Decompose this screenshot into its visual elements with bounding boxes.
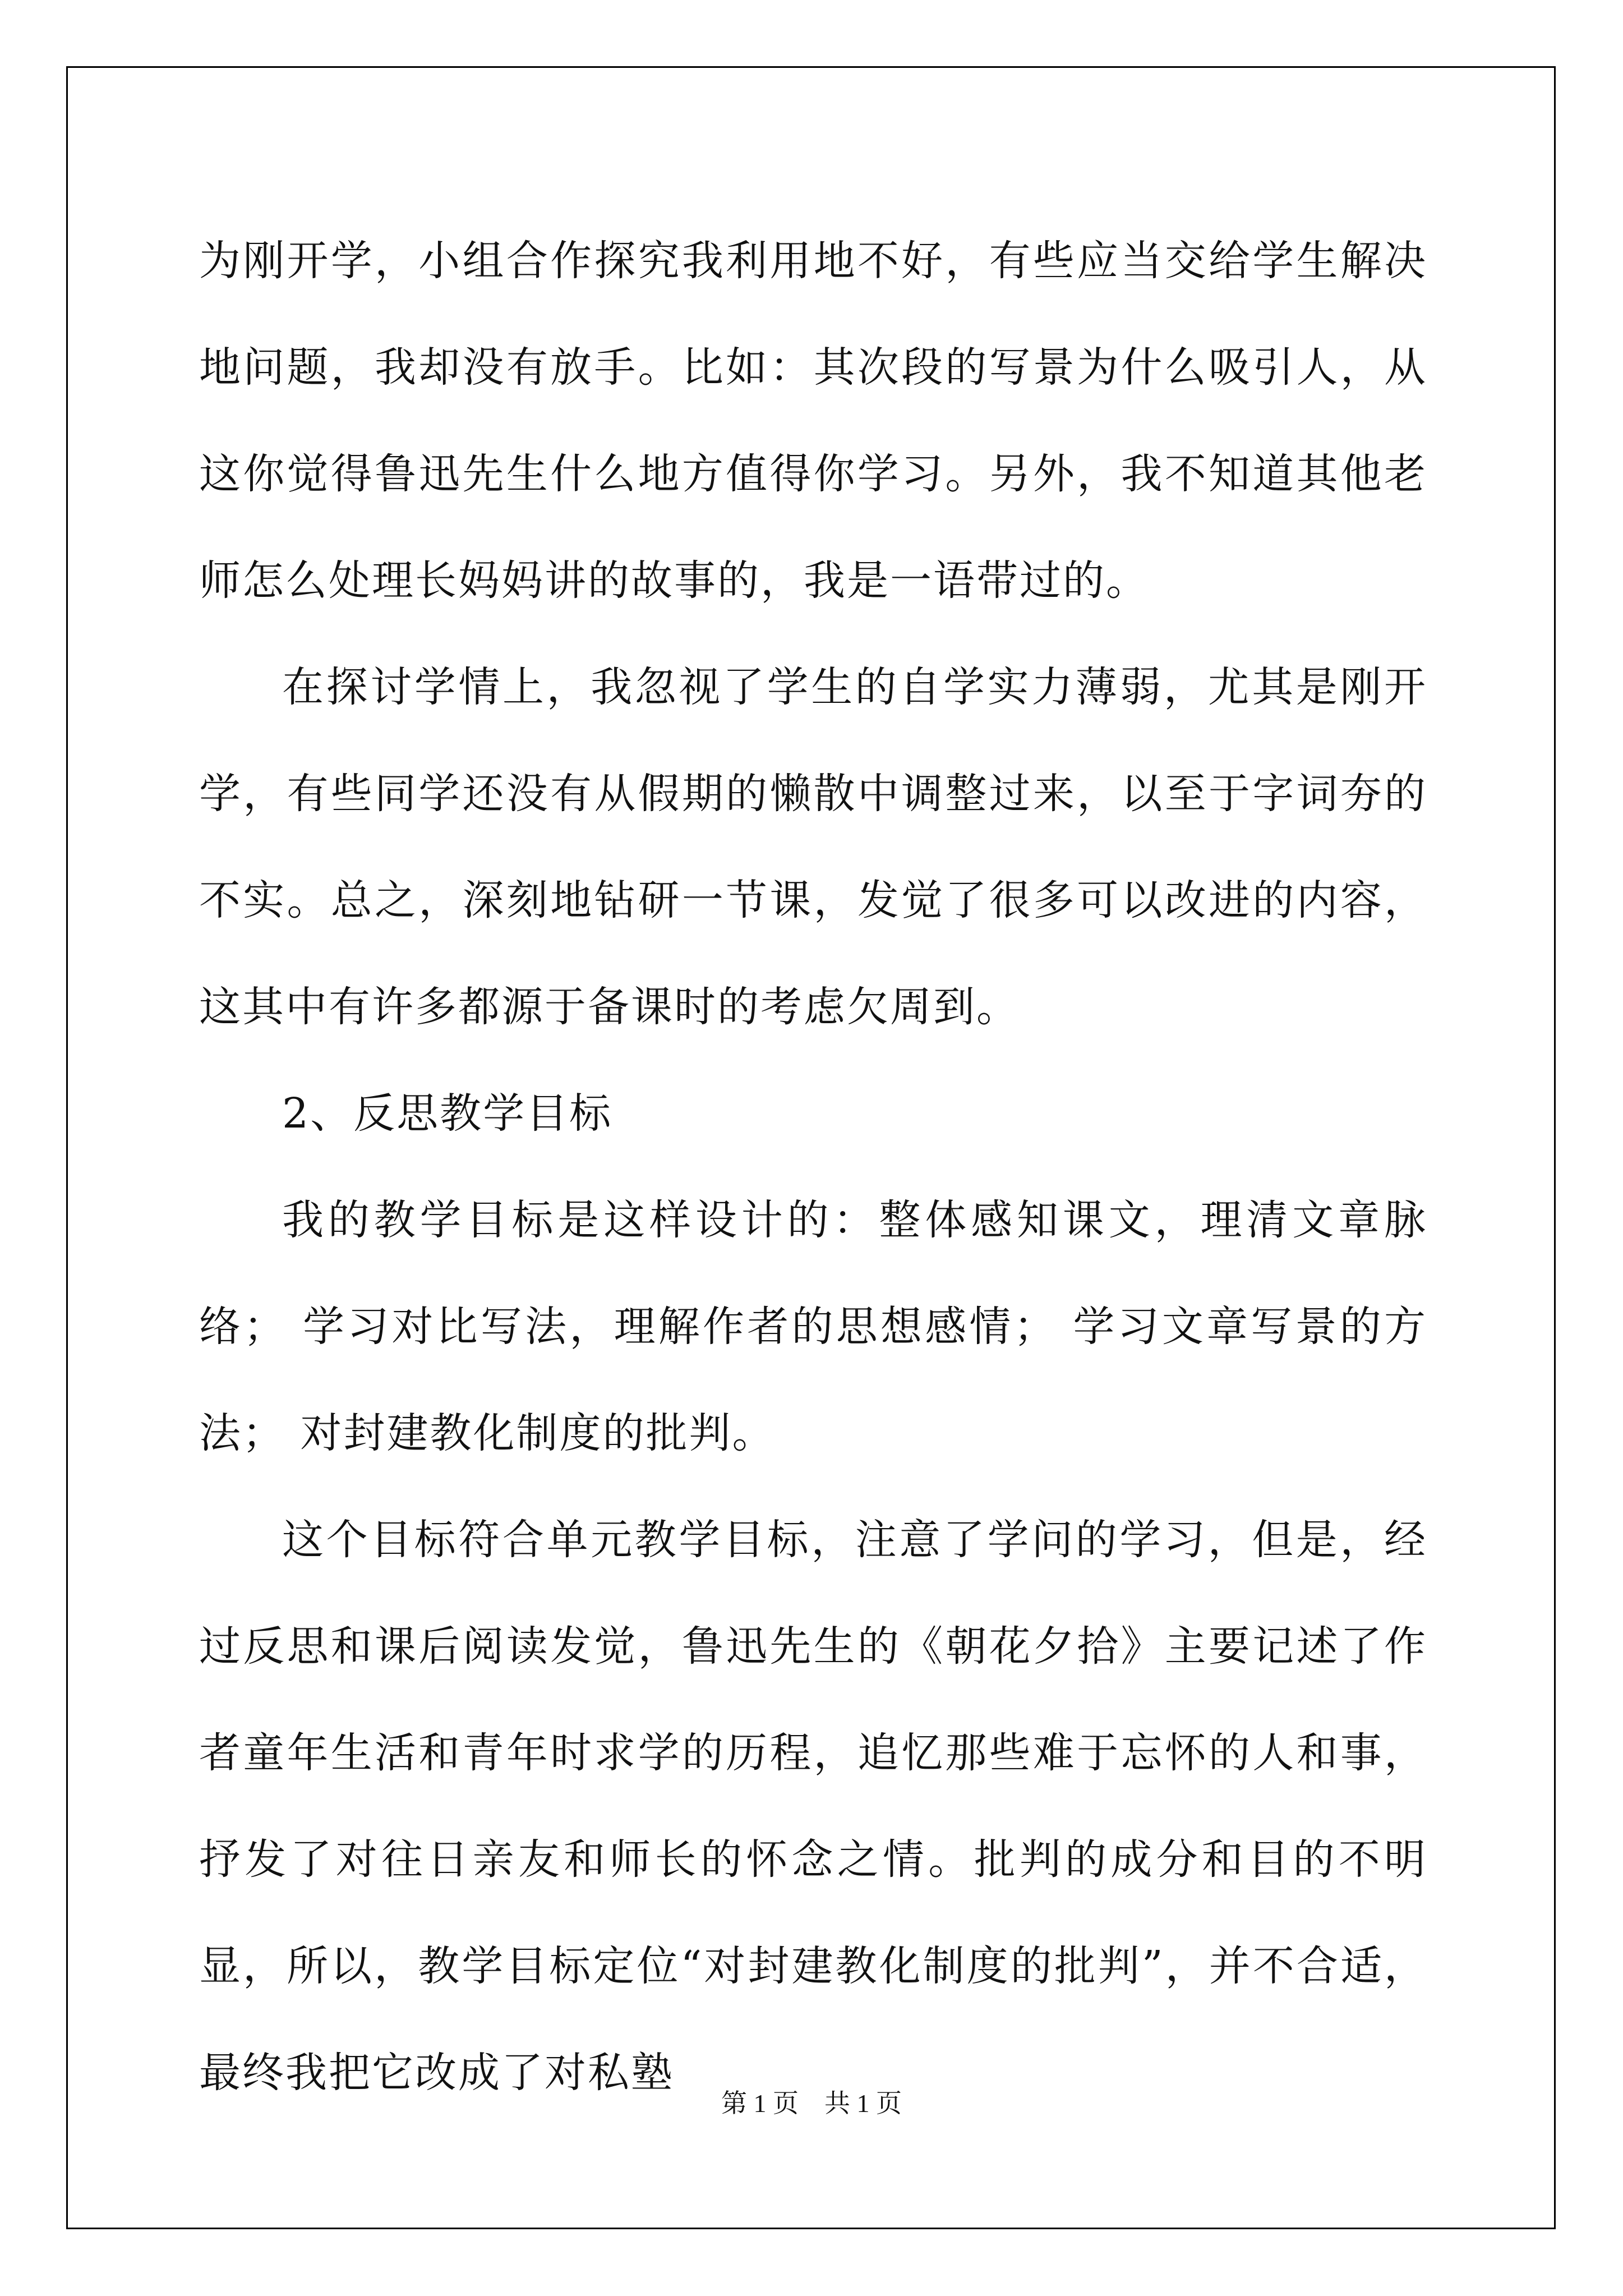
paragraph-1: 为刚开学，小组合作探究我利用地不好，有些应当交给学生解决地问题，我却没有放手。比如：其次段的写景为什么吸引人，从这你觉得鲁迅先生什么地方值得你学习。另外，我不知道其他老师怎么处理长妈妈讲的故事的，我是一语带过的。 bbox=[199, 237, 1427, 605]
page-number: 第 1 页 bbox=[721, 2089, 799, 2118]
page-footer bbox=[0, 2087, 1623, 2120]
paragraph-4: 这个目标符合单元教学目标，注意了学问的学习，但是，经过反思和课后阅读发觉，鲁迅先生的《朝花夕拾》主要记述了作者童年生活和青年时求学的历程，追忆那些难于忘怀的人和事，抒发了对往日亲友和师长的怀念之情。批判的成分和目的不明显，所以，教学目标定位“对封建教化制度的批判”，并不合适，最终我把它改成了对私塾 bbox=[199, 1516, 1427, 2097]
paragraph-3: 我的教学目标是这样设计的：整体感知课文，理清文章脉络； 学习对比写法，理解作者的思想感情； 学习文章写景的方法； 对封建教化制度的批判。 bbox=[199, 1196, 1427, 1457]
section-heading: 2、反思教学目标 bbox=[282, 1089, 613, 1138]
page-total: 共 1 页 bbox=[824, 2089, 902, 2118]
paragraph-2: 在探讨学情上，我忽视了学生的自学实力薄弱，尤其是刚开学，有些同学还没有从假期的懒散中调整过来，以至于字词夯的不实。总之，深刻地钻研一节课，发觉了很多可以改进的内容，这其中有许多都源于备课时的考虑欠周到。 bbox=[199, 663, 1427, 1031]
document-body bbox=[199, 208, 1427, 2126]
